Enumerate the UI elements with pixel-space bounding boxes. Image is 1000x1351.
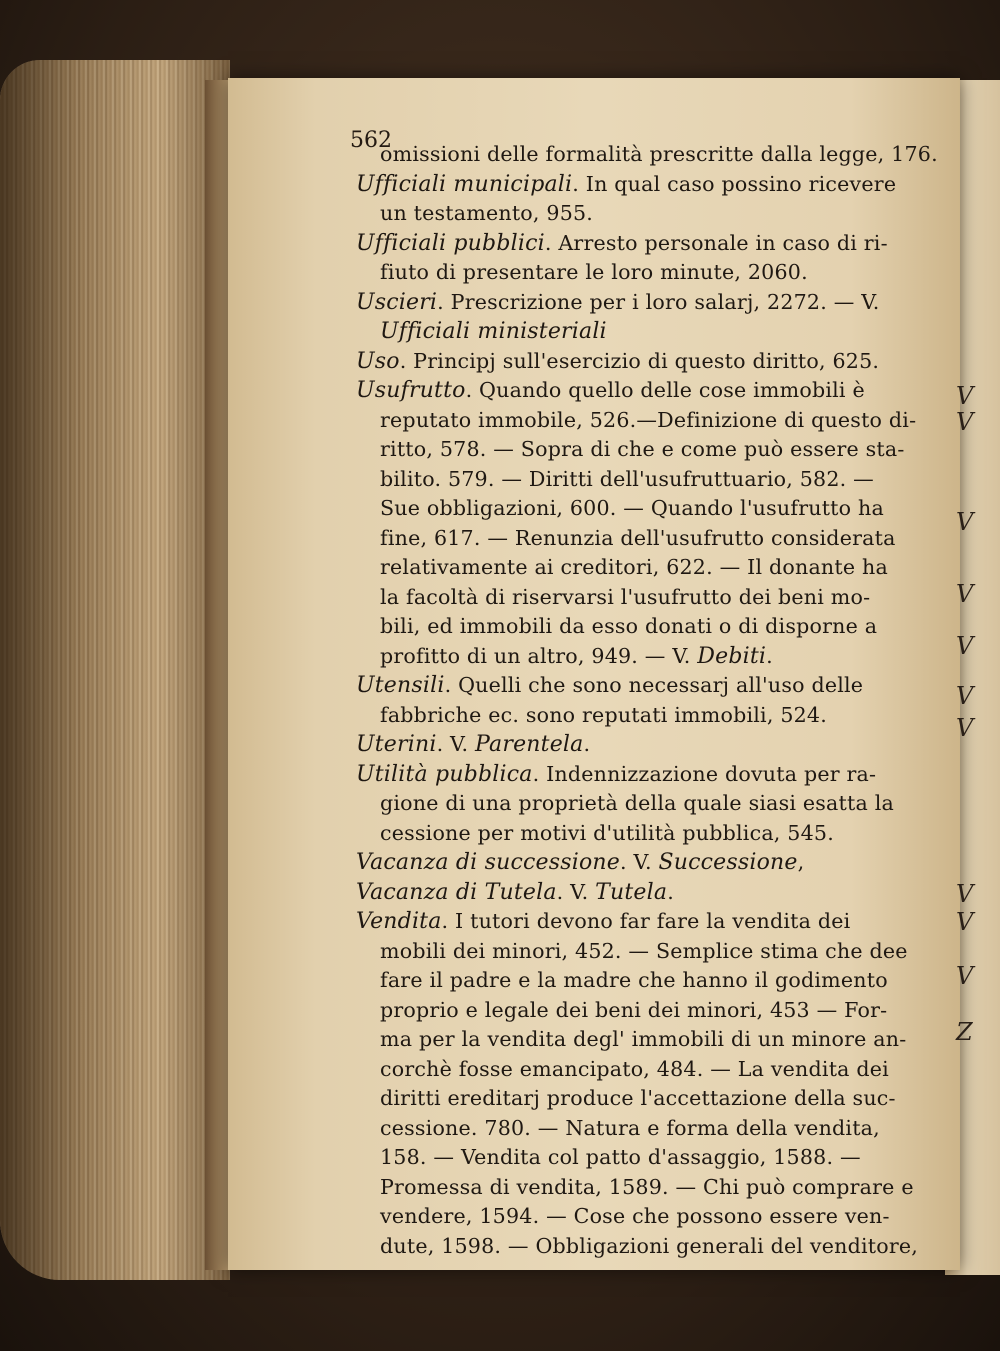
text-line: vendere, 1594. — Cose che possono essere ven- bbox=[380, 1204, 890, 1228]
text-line: fine, 617. — Renunzia dell'usufrutto considerata bbox=[380, 525, 896, 550]
margin-letter: V bbox=[956, 962, 974, 990]
text-line: omissioni delle formalità prescritte dalla legge, 176. bbox=[380, 142, 938, 166]
text-line: Vacanza di successione. V. Successione, bbox=[356, 850, 805, 875]
index-text bbox=[356, 140, 946, 1261]
margin-letter: V bbox=[956, 908, 974, 936]
text-line: Uscieri. Prescrizione per i loro salarj, 2272. — V. bbox=[356, 289, 880, 315]
text-line: bilito. 579. — Diritti dell'usufruttuario, 582. — bbox=[380, 466, 874, 491]
text-line: Usufrutto. Quando quello delle cose immobili è bbox=[356, 378, 865, 403]
text-line: dute, 1598. — Obbligazioni generali del venditore, bbox=[380, 1233, 919, 1258]
text-line: la facoltà di riservarsi l'usufrutto dei beni mo- bbox=[380, 584, 871, 609]
text-line: Sue obbligazioni, 600. — Quando l'usufrutto ha bbox=[380, 496, 884, 520]
margin-letter: V bbox=[956, 508, 974, 536]
text-line: mobili dei minori, 452. — Semplice stima che dee bbox=[380, 938, 908, 963]
text-line: fabbriche ec. sono reputati immobili, 524. bbox=[380, 702, 827, 727]
text-line: ritto, 578. — Sopra di che e come può essere sta- bbox=[380, 437, 905, 461]
margin-letter: Z bbox=[956, 1018, 973, 1046]
text-line: corchè fosse emancipato, 484. — La vendita dei bbox=[380, 1056, 889, 1081]
margin-letter: V bbox=[956, 682, 974, 710]
text-line: relativamente ai creditori, 622. — Il donante ha bbox=[380, 555, 888, 579]
margin-letter: V bbox=[956, 382, 974, 410]
text-line: 158. — Vendita col patto d'assaggio, 1588. — bbox=[380, 1145, 861, 1169]
margin-letter: V bbox=[956, 580, 974, 608]
text-line: Ufficiali municipali. In qual caso possino ricevere bbox=[356, 171, 897, 197]
text-line: Vacanza di Tutela. V. Tutela. bbox=[356, 879, 674, 905]
text-line: Uterini. V. Parentela. bbox=[356, 732, 591, 757]
text-line: gione di una proprietà della quale siasi esatta la bbox=[380, 791, 894, 815]
text-line: Ufficiali pubblici. Arresto personale in caso di ri- bbox=[356, 230, 888, 256]
text-line: fiuto di presentare le loro minute, 2060. bbox=[380, 260, 808, 284]
margin-letter: V bbox=[956, 408, 974, 436]
text-line: bili, ed immobili da esso donati o di disporne a bbox=[380, 614, 878, 638]
text-line: reputato immobile, 526.—Definizione di questo di- bbox=[380, 407, 917, 432]
text-line: Utensili. Quelli che sono necessarj all'uso delle bbox=[356, 673, 864, 698]
text-line: proprio e legale dei beni dei minori, 453 — For- bbox=[380, 997, 888, 1022]
text-line: Promessa di vendita, 1589. — Chi può comprare e bbox=[380, 1174, 914, 1199]
book-page-edges-shade bbox=[0, 60, 230, 1280]
text-line: Ufficiali ministeriali bbox=[380, 319, 607, 344]
margin-letter: V bbox=[956, 880, 974, 908]
text-line: ma per la vendita degl' immobili di un minore an- bbox=[380, 1027, 907, 1051]
text-line: fare il padre e la madre che hanno il godimento bbox=[380, 968, 888, 992]
margin-letter: V bbox=[956, 632, 974, 660]
text-line: cessione per motivi d'utilità pubblica, 545. bbox=[380, 820, 834, 845]
text-line: Uso. Principj sull'esercizio di questo diritto, 625. bbox=[356, 348, 880, 374]
page-number: 562 bbox=[350, 128, 392, 153]
text-line: diritti ereditarj produce l'accettazione della suc- bbox=[380, 1086, 896, 1110]
text-line: cessione. 780. — Natura e forma della vendita, bbox=[380, 1115, 880, 1140]
text-line: profitto di un altro, 949. — V. Debiti. bbox=[380, 643, 773, 669]
text-line: Vendita. I tutori devono far fare la vendita dei bbox=[356, 909, 851, 934]
text-line: un testamento, 955. bbox=[380, 201, 594, 225]
margin-letter: V bbox=[956, 714, 974, 742]
text-line: Utilità pubblica. Indennizzazione dovuta per ra- bbox=[356, 761, 877, 787]
